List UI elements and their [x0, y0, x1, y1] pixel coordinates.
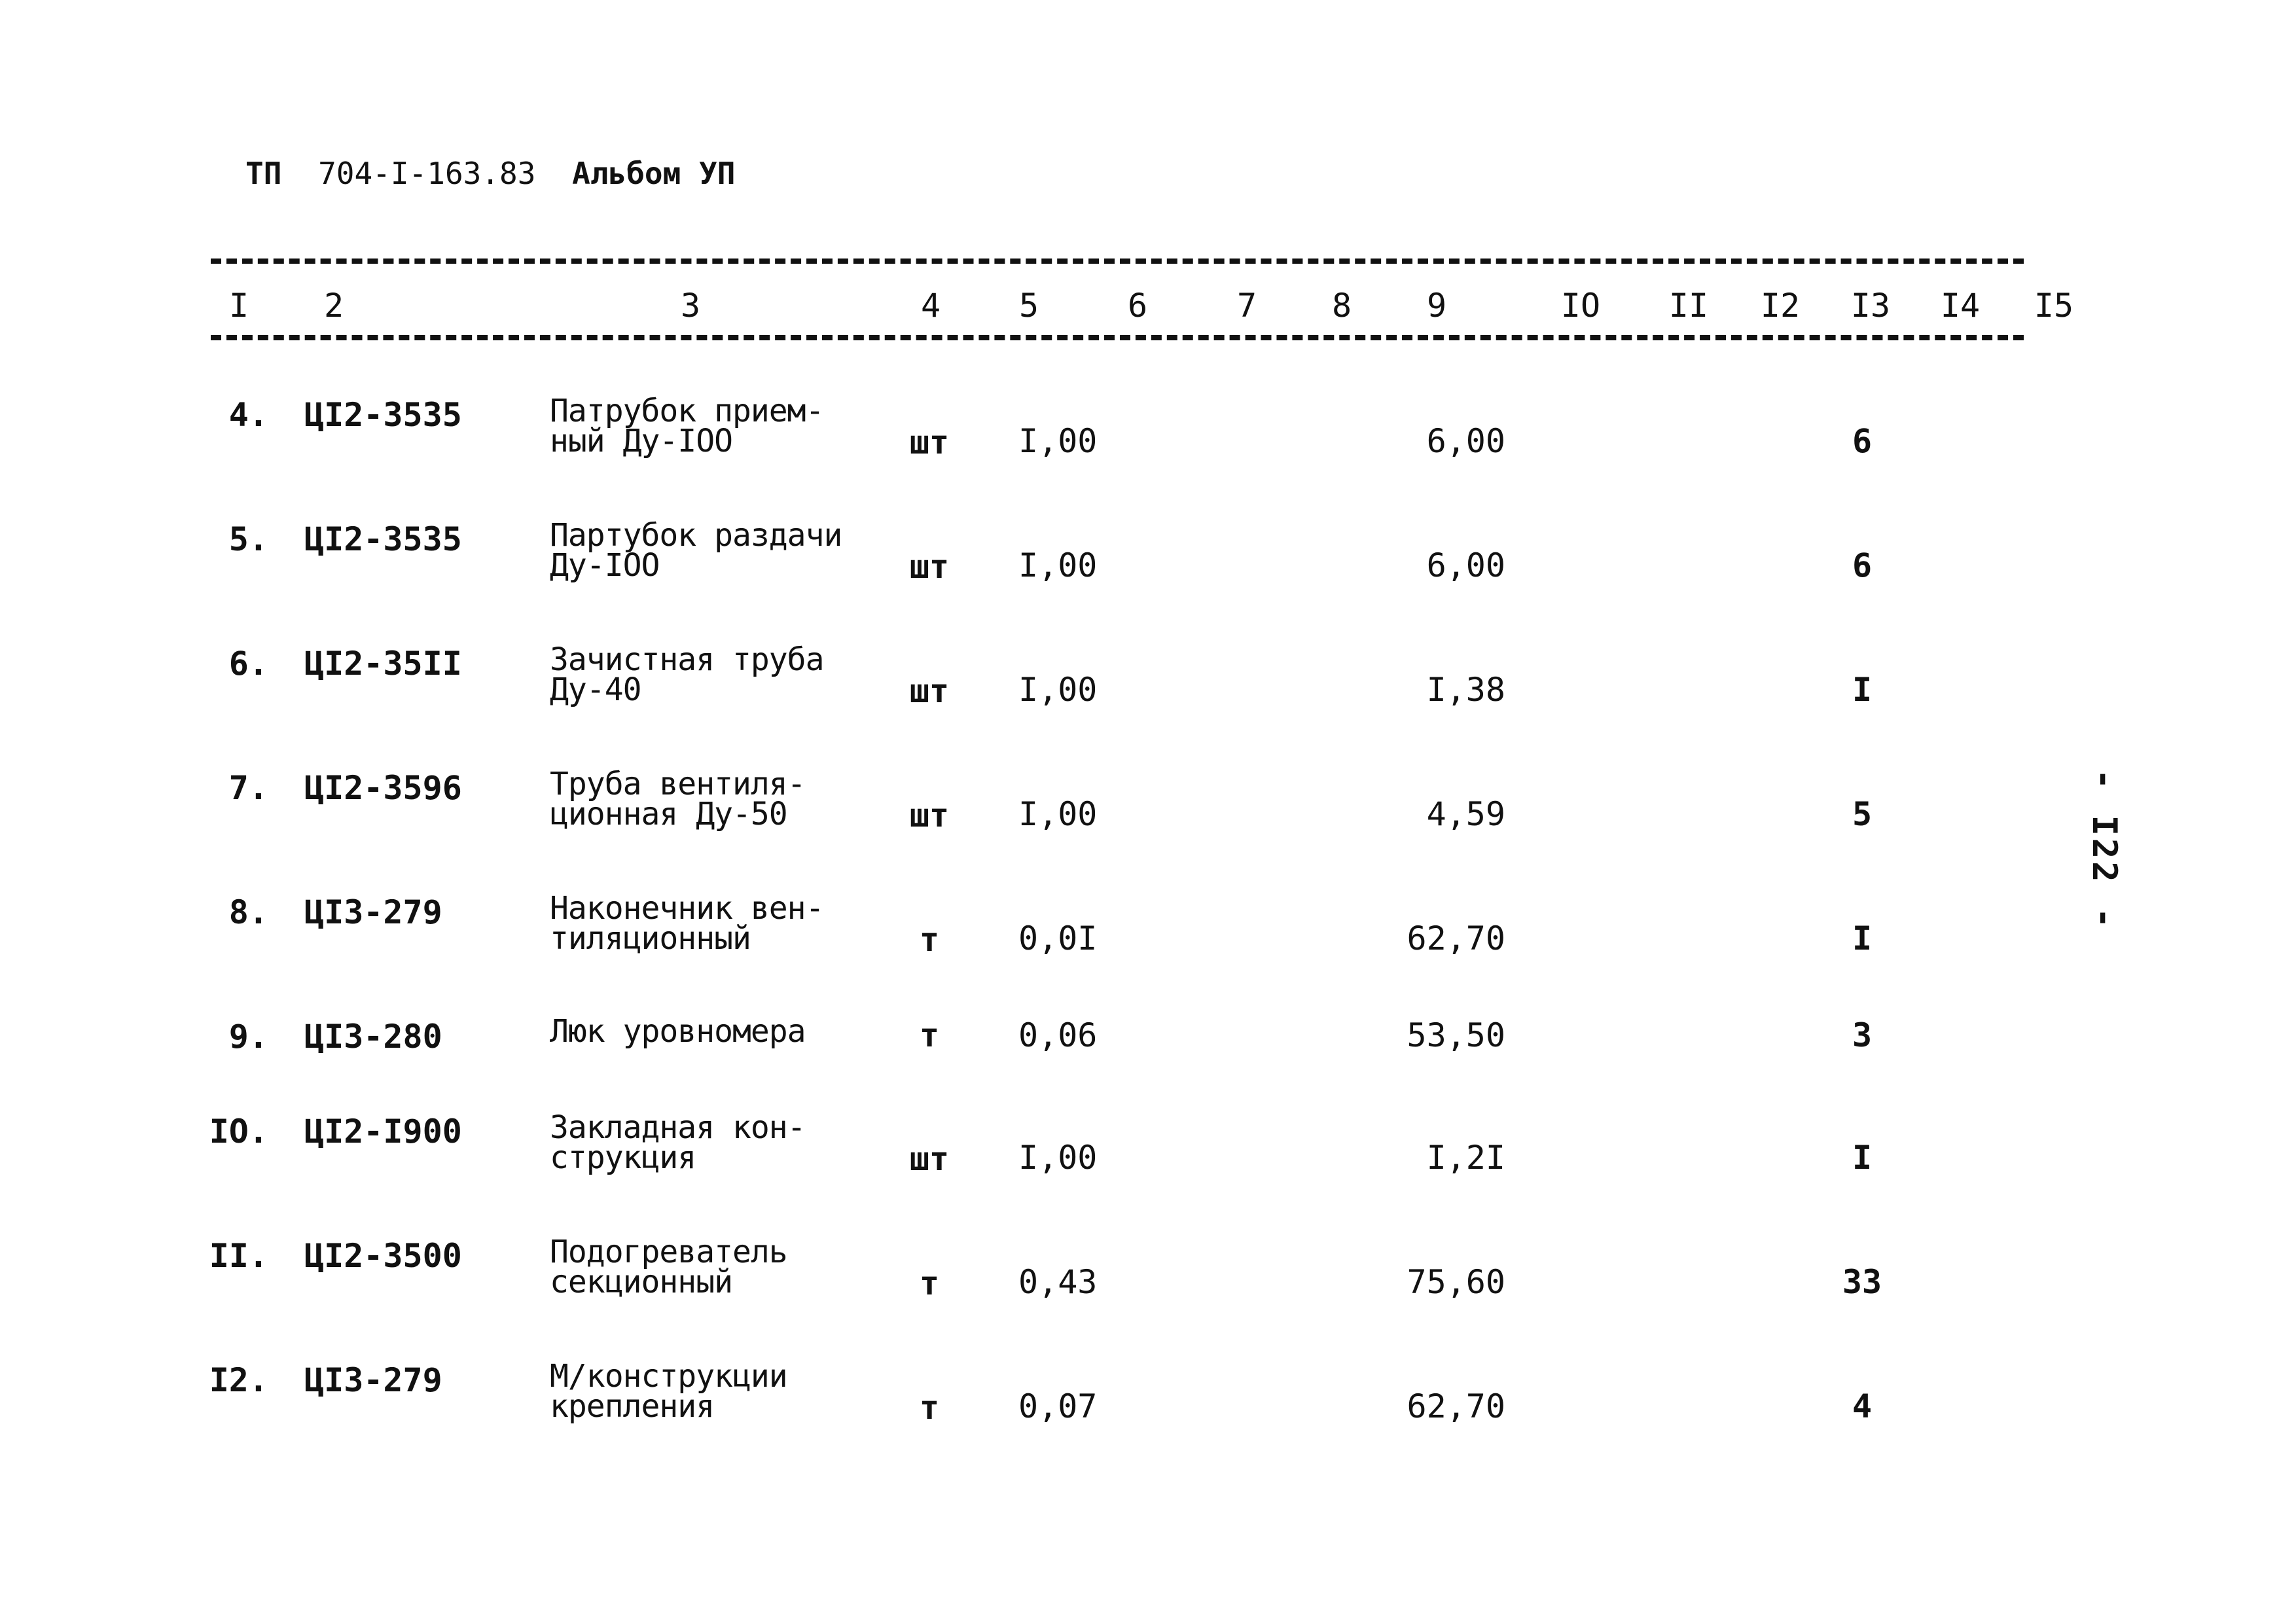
row-number: 4.: [228, 396, 268, 434]
row-code: ЦI3-279: [304, 1361, 442, 1399]
row-price: I,2I: [1426, 1139, 1505, 1177]
row-code: ЦI2-3500: [304, 1237, 462, 1275]
column-number-6: 6: [1127, 287, 1148, 325]
row-name: Партубок раздачи Ду-IOO: [550, 517, 842, 584]
row-number: 8.: [228, 893, 268, 931]
row-quantity: 0,0I: [1018, 919, 1098, 957]
row-code: ЦI3-279: [304, 893, 442, 931]
row-unit: шт: [909, 423, 950, 461]
column-number-11: II: [1668, 287, 1709, 325]
document-header: [245, 156, 753, 202]
row-code: ЦI2-3535: [304, 396, 462, 434]
row-price: 75,60: [1407, 1263, 1505, 1301]
page-number: - I22 -: [2085, 769, 2124, 931]
row-code: ЦI2-3535: [304, 520, 462, 558]
row-quantity: 0,43: [1018, 1263, 1098, 1301]
row-name: Патрубок прием- ный Ду-IOO: [550, 393, 824, 459]
row-total: 5: [1852, 795, 1873, 833]
row-name: Люк уровномера: [550, 1013, 806, 1050]
column-number-9: 9: [1426, 287, 1447, 325]
row-quantity: I,00: [1018, 422, 1098, 460]
column-number-7: 7: [1236, 287, 1257, 325]
album-label: Альбом УП: [572, 156, 736, 191]
row-name: Наконечник вен- тиляционный: [550, 890, 824, 957]
row-quantity: I,00: [1018, 795, 1098, 833]
column-number-8: 8: [1331, 287, 1352, 325]
row-name: Подогреватель секционный: [550, 1234, 787, 1300]
row-quantity: I,00: [1018, 671, 1098, 709]
column-number-4: 4: [920, 287, 941, 325]
row-code: ЦI2-3596: [304, 769, 462, 807]
row-name: Зачистная труба Ду-40: [550, 641, 824, 708]
row-price: 53,50: [1407, 1016, 1505, 1054]
row-code: ЦI2-35II: [304, 645, 462, 683]
row-total: 4: [1852, 1387, 1873, 1425]
row-name: Закладная кон- струкция: [550, 1109, 806, 1176]
row-number: 6.: [228, 645, 268, 683]
row-unit: шт: [909, 1140, 950, 1178]
row-total: I: [1852, 919, 1873, 957]
row-total: 6: [1852, 422, 1873, 460]
row-unit: шт: [909, 796, 950, 834]
row-total: 33: [1842, 1263, 1882, 1301]
series-label: ТП: [245, 156, 282, 191]
row-total: I: [1852, 671, 1873, 709]
row-unit: т: [919, 1389, 940, 1427]
row-unit: т: [919, 1264, 940, 1302]
row-price: 6,00: [1426, 422, 1505, 460]
row-total: 3: [1852, 1016, 1873, 1054]
top-dashed-rule: [211, 259, 2024, 264]
row-quantity: I,00: [1018, 1139, 1098, 1177]
row-number: 5.: [228, 520, 268, 558]
row-name: Труба вентиля- ционная Ду-50: [550, 766, 806, 832]
row-total: I: [1852, 1139, 1873, 1177]
column-number-14: I4: [1940, 287, 1981, 325]
row-number: IO.: [209, 1113, 268, 1150]
column-number-3: 3: [680, 287, 701, 325]
row-code: ЦI3-280: [304, 1018, 442, 1056]
row-number: 7.: [228, 769, 268, 807]
row-price: 6,00: [1426, 546, 1505, 584]
column-number-12: I2: [1760, 287, 1801, 325]
row-unit: шт: [909, 672, 950, 710]
column-number-15: I5: [2034, 287, 2074, 325]
row-price: 4,59: [1426, 795, 1505, 833]
row-quantity: 0,06: [1018, 1016, 1098, 1054]
row-code: ЦI2-I900: [304, 1113, 462, 1150]
row-name: М/конструкции крепления: [550, 1358, 787, 1425]
row-price: I,38: [1426, 671, 1505, 709]
bottom-dashed-rule: [211, 335, 2024, 340]
document-number: 704-I-163.83: [318, 156, 536, 191]
row-quantity: I,00: [1018, 546, 1098, 584]
row-quantity: 0,07: [1018, 1387, 1098, 1425]
column-number-13: I3: [1850, 287, 1891, 325]
row-unit: шт: [909, 548, 950, 586]
column-number-2: 2: [323, 287, 344, 325]
column-number-1: I: [228, 287, 249, 325]
row-unit: т: [919, 921, 940, 959]
row-total: 6: [1852, 546, 1873, 584]
row-number: 9.: [228, 1018, 268, 1056]
column-number-10: IO: [1560, 287, 1601, 325]
column-number-5: 5: [1018, 287, 1039, 325]
row-number: I2.: [209, 1361, 268, 1399]
row-price: 62,70: [1407, 1387, 1505, 1425]
row-number: II.: [209, 1237, 268, 1275]
row-price: 62,70: [1407, 919, 1505, 957]
row-unit: т: [919, 1016, 940, 1054]
